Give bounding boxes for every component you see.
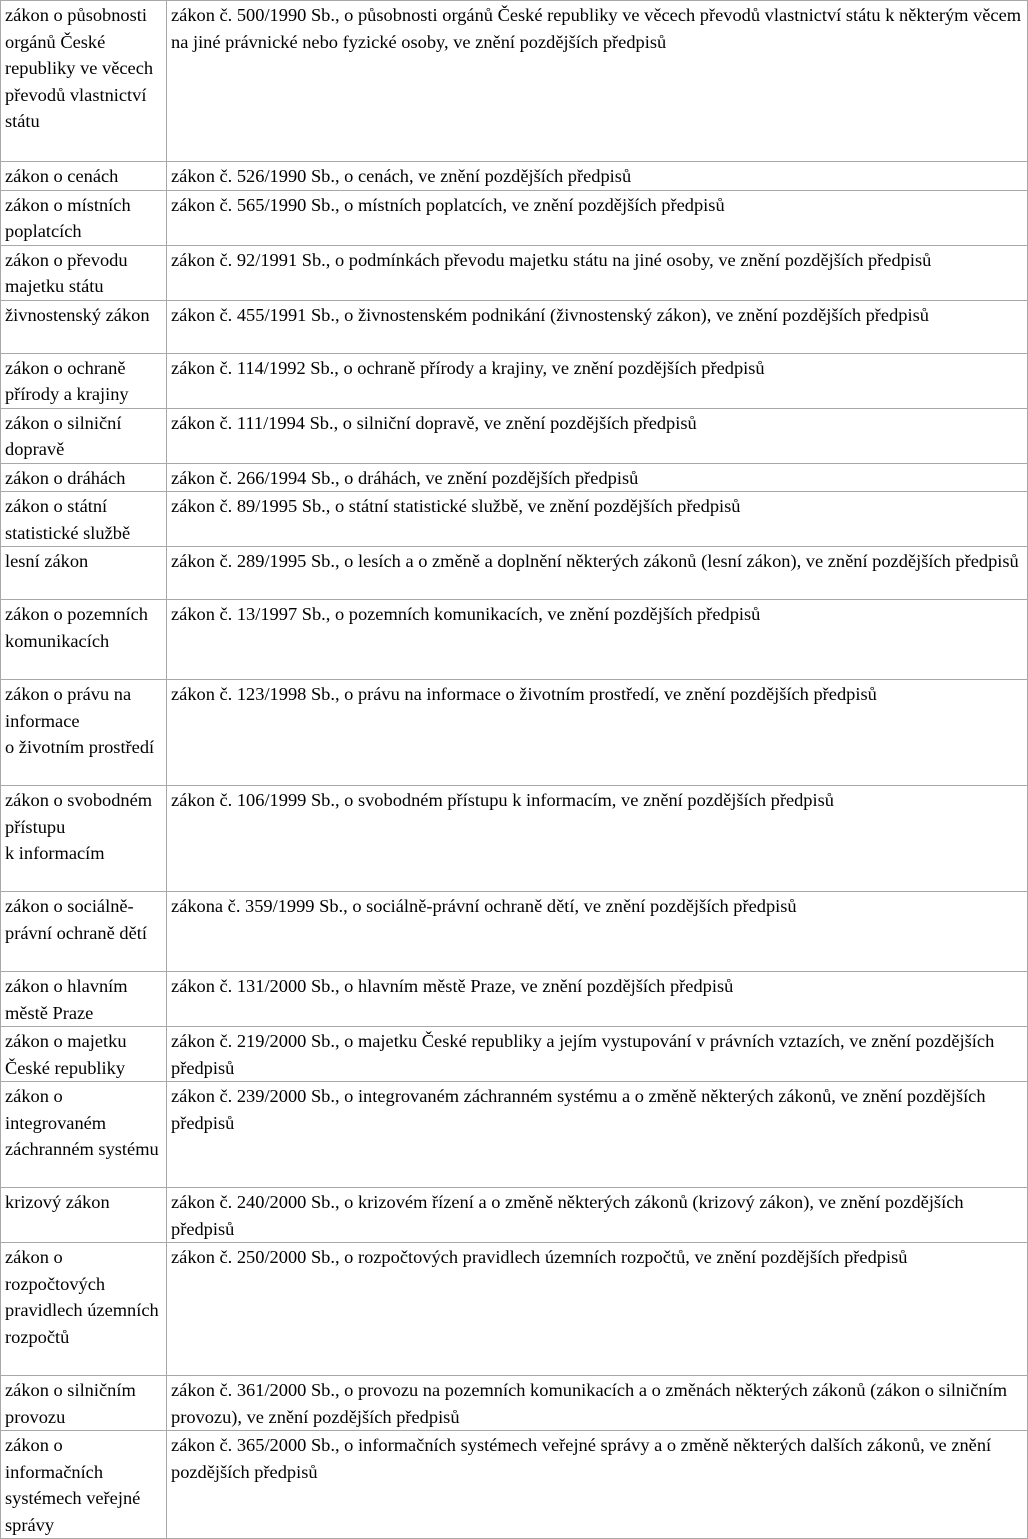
table-row	[1, 1243, 1028, 1376]
full-citation-cell: zákon č. 219/2000 Sb., o majetku České republiky a jejím vystupování v právních vztazích, ve znění pozdějších předpisů	[167, 1027, 1028, 1082]
short-name-cell: krizový zákon	[1, 1188, 167, 1243]
short-name-cell: zákon o převodu majetku státu	[1, 245, 167, 300]
short-name-cell: zákon o cenách	[1, 162, 167, 191]
table-row	[1, 1, 1028, 162]
full-citation-cell: zákon č. 526/1990 Sb., o cenách, ve znění pozdějších předpisů	[167, 162, 1028, 191]
short-name-cell: zákon o sociálně-právní ochraně dětí	[1, 892, 167, 972]
short-name-cell: zákon o integrovaném záchranném systému	[1, 1082, 167, 1188]
full-citation-cell: zákona č. 359/1999 Sb., o sociálně-právní ochraně dětí, ve znění pozdějších předpisů	[167, 892, 1028, 972]
table-row	[1, 300, 1028, 353]
table-row	[1, 1027, 1028, 1082]
table-row	[1, 492, 1028, 547]
full-citation-cell: zákon č. 361/2000 Sb., o provozu na pozemních komunikacích a o změnách některých zákonů (zákon o silničním provozu), ve znění pozdějších předpisů	[167, 1376, 1028, 1431]
full-citation-cell: zákon č. 565/1990 Sb., o místních poplatcích, ve znění pozdějších předpisů	[167, 190, 1028, 245]
short-name-cell: zákon o pozemních komunikacích	[1, 600, 167, 680]
table-row	[1, 1431, 1028, 1539]
full-citation-cell: zákon č. 89/1995 Sb., o státní statistické službě, ve znění pozdějších předpisů	[167, 492, 1028, 547]
table-row	[1, 892, 1028, 972]
short-name-cell: zákon o právu na informace o životním prostředí	[1, 680, 167, 786]
short-name-cell: lesní zákon	[1, 547, 167, 600]
table-row	[1, 190, 1028, 245]
short-name-cell: zákon o majetku České republiky	[1, 1027, 167, 1082]
full-citation-cell: zákon č. 131/2000 Sb., o hlavním městě Praze, ve znění pozdějších předpisů	[167, 972, 1028, 1027]
table-row	[1, 353, 1028, 408]
table-row	[1, 1376, 1028, 1431]
short-name-cell: zákon o silniční dopravě	[1, 408, 167, 463]
full-citation-cell: zákon č. 250/2000 Sb., o rozpočtových pravidlech územních rozpočtů, ve znění pozdějších předpisů	[167, 1243, 1028, 1376]
full-citation-cell: zákon č. 13/1997 Sb., o pozemních komunikacích, ve znění pozdějších předpisů	[167, 600, 1028, 680]
short-name-cell: živnostenský zákon	[1, 300, 167, 353]
short-name-cell: zákon o místních poplatcích	[1, 190, 167, 245]
table-row	[1, 972, 1028, 1027]
short-name-cell: zákon o silničním provozu	[1, 1376, 167, 1431]
table-row	[1, 463, 1028, 492]
full-citation-cell: zákon č. 500/1990 Sb., o působnosti orgánů České republiky ve věcech převodů vlastnictví státu k některým věcem na jiné právnické nebo fyzické osoby, ve znění pozdějších předpisů	[167, 1, 1028, 162]
table-row	[1, 408, 1028, 463]
full-citation-cell: zákon č. 455/1991 Sb., o živnostenském podnikání (živnostenský zákon), ve znění pozdějších předpisů	[167, 300, 1028, 353]
full-citation-cell: zákon č. 92/1991 Sb., o podmínkách převodu majetku státu na jiné osoby, ve znění pozdějších předpisů	[167, 245, 1028, 300]
full-citation-cell: zákon č. 239/2000 Sb., o integrovaném záchranném systému a o změně některých zákonů, ve znění pozdějších předpisů	[167, 1082, 1028, 1188]
table-row	[1, 245, 1028, 300]
full-citation-cell: zákon č. 266/1994 Sb., o dráhách, ve znění pozdějších předpisů	[167, 463, 1028, 492]
short-name-cell: zákon o státní statistické službě	[1, 492, 167, 547]
table-row	[1, 786, 1028, 892]
short-name-cell: zákon o ochraně přírody a krajiny	[1, 353, 167, 408]
full-citation-cell: zákon č. 114/1992 Sb., o ochraně přírody a krajiny, ve znění pozdějších předpisů	[167, 353, 1028, 408]
table-row	[1, 162, 1028, 191]
short-name-cell: zákon o dráhách	[1, 463, 167, 492]
full-citation-cell: zákon č. 240/2000 Sb., o krizovém řízení a o změně některých zákonů (krizový zákon), ve znění pozdějších předpisů	[167, 1188, 1028, 1243]
table-row	[1, 680, 1028, 786]
full-citation-cell: zákon č. 123/1998 Sb., o právu na informace o životním prostředí, ve znění pozdějších předpisů	[167, 680, 1028, 786]
short-name-cell: zákon o svobodném přístupu k informacím	[1, 786, 167, 892]
short-name-cell: zákon o působnosti orgánů České republiky ve věcech převodů vlastnictví státu	[1, 1, 167, 162]
full-citation-cell: zákon č. 289/1995 Sb., o lesích a o změně a doplnění některých zákonů (lesní zákon), ve znění pozdějších předpisů	[167, 547, 1028, 600]
table-row	[1, 1188, 1028, 1243]
short-name-cell: zákon o rozpočtových pravidlech územních rozpočtů	[1, 1243, 167, 1376]
table-row	[1, 600, 1028, 680]
full-citation-cell: zákon č. 111/1994 Sb., o silniční dopravě, ve znění pozdějších předpisů	[167, 408, 1028, 463]
full-citation-cell: zákon č. 106/1999 Sb., o svobodném přístupu k informacím, ve znění pozdějších předpisů	[167, 786, 1028, 892]
table-row	[1, 547, 1028, 600]
laws-table-body	[1, 1, 1028, 1539]
short-name-cell: zákon o informačních systémech veřejné správy	[1, 1431, 167, 1539]
short-name-cell: zákon o hlavním městě Praze	[1, 972, 167, 1027]
table-row	[1, 1082, 1028, 1188]
full-citation-cell: zákon č. 365/2000 Sb., o informačních systémech veřejné správy a o změně některých dalších zákonů, ve znění pozdějších předpisů	[167, 1431, 1028, 1539]
